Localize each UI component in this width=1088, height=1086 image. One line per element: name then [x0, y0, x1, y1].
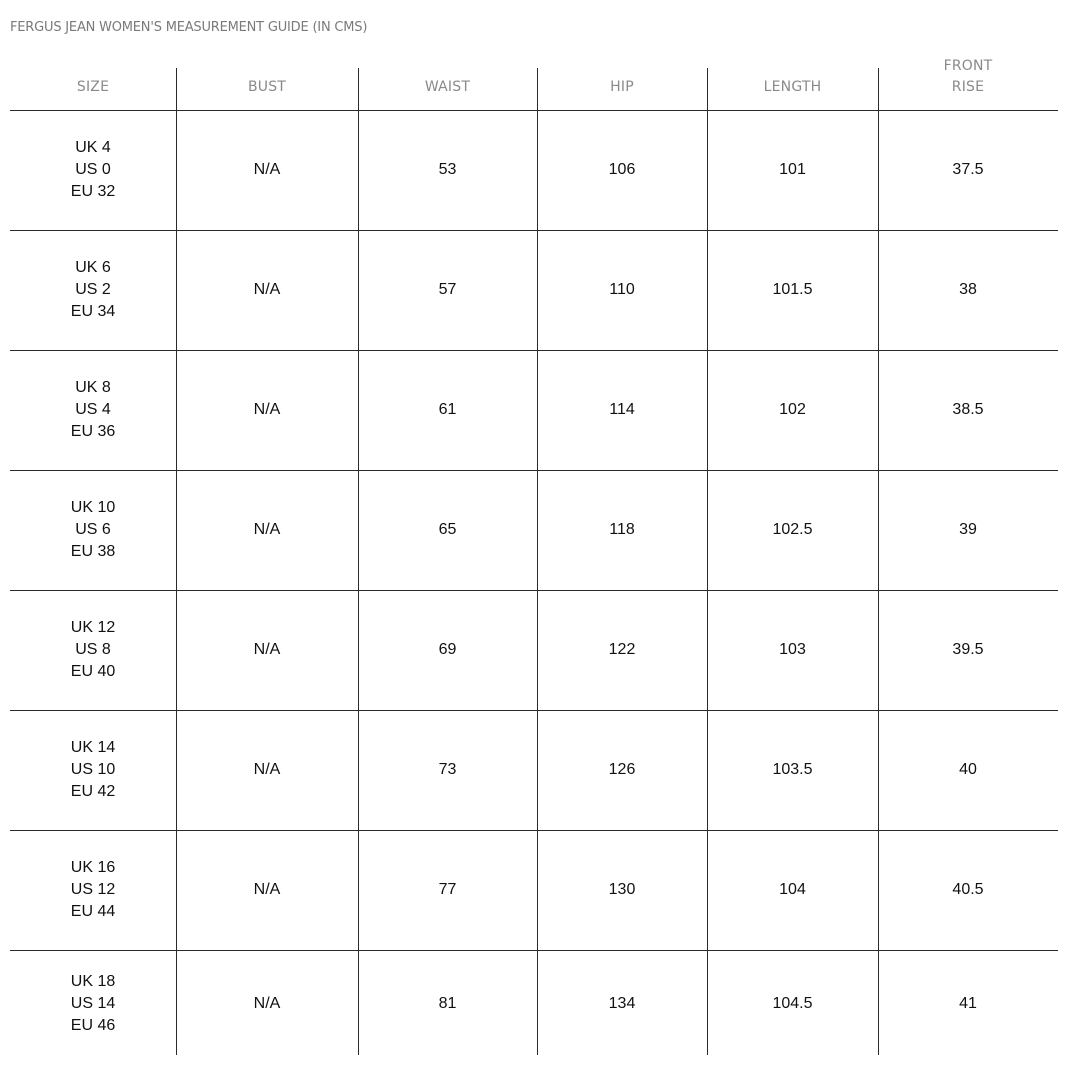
cell-length: 102: [779, 401, 806, 418]
cell-front-rise: 39.5: [952, 641, 984, 658]
cell-size: [10, 950, 176, 1057]
cell-waist: 65: [438, 521, 457, 538]
cell-front-rise: 37.5: [952, 161, 984, 178]
cell-waist: 81: [438, 994, 457, 1012]
cell-hip: 122: [608, 641, 636, 658]
size-label: EU 42: [70, 783, 116, 800]
cell-front-rise: 38.5: [952, 401, 984, 418]
cell-bust: N/A: [253, 641, 281, 658]
column-header-label: BUST: [247, 79, 287, 95]
column-header-waist: [358, 52, 537, 98]
column-header-size: [10, 52, 176, 98]
cell-size: [10, 350, 176, 470]
size-label: EU 38: [70, 543, 116, 560]
cell-front-rise: 40: [959, 761, 977, 778]
cell-length: 103.5: [772, 761, 813, 778]
cell-hip: 114: [609, 401, 635, 418]
cell-size: [10, 470, 176, 590]
cell-waist: 61: [438, 401, 457, 418]
cell-size: [10, 830, 176, 950]
cell-size: [10, 230, 176, 350]
size-label: EU 34: [70, 303, 116, 320]
cell-size: [10, 710, 176, 830]
size-label: EU 32: [70, 183, 116, 200]
cell-length: 104.5: [772, 994, 813, 1012]
cell-bust: N/A: [253, 881, 281, 898]
column-header-label: FRONT: [943, 58, 993, 74]
size-label: EU 36: [70, 423, 116, 440]
measurement-table: [10, 0, 1058, 1086]
cell-length: 102.5: [772, 521, 813, 538]
size-label: US 12: [70, 881, 116, 898]
page-title: FERGUS JEAN WOMEN'S MEASUREMENT GUIDE (IN CMS): [10, 20, 368, 35]
cell-bust: N/A: [253, 401, 281, 418]
cell-hip: 130: [608, 881, 636, 898]
size-label: US 2: [75, 281, 111, 298]
cell-front-rise: 38: [959, 281, 977, 298]
cell-waist: 73: [438, 761, 457, 778]
cell-bust: N/A: [253, 994, 281, 1012]
size-label: US 8: [75, 641, 111, 658]
cell-front-rise: 41: [959, 994, 977, 1012]
cell-hip: 118: [609, 521, 635, 538]
cell-bust: N/A: [253, 761, 281, 778]
column-header-bust: [176, 52, 358, 98]
cell-hip: 106: [608, 161, 636, 178]
size-label: EU 44: [70, 903, 116, 920]
size-label: UK 10: [70, 499, 116, 516]
size-label: UK 12: [70, 619, 116, 636]
size-label: US 0: [75, 161, 111, 178]
cell-bust: N/A: [253, 161, 281, 178]
size-label: US 4: [75, 401, 111, 418]
size-label: EU 46: [70, 1016, 116, 1034]
size-label: US 10: [70, 761, 116, 778]
cell-bust: N/A: [253, 521, 281, 538]
size-label: UK 8: [75, 379, 111, 396]
column-header-front-rise: [878, 52, 1058, 98]
cell-length: 101.5: [772, 281, 813, 298]
column-header-label: LENGTH: [763, 79, 822, 95]
size-label: US 6: [75, 521, 111, 538]
cell-length: 103: [779, 641, 806, 658]
cell-waist: 53: [438, 161, 457, 178]
cell-front-rise: 40.5: [952, 881, 984, 898]
size-label: US 14: [70, 994, 116, 1012]
cell-front-rise: 39: [959, 521, 977, 538]
cell-hip: 110: [609, 281, 635, 298]
column-header-label: WAIST: [424, 79, 471, 95]
size-label: UK 14: [70, 739, 116, 756]
column-header-hip: [537, 52, 707, 98]
size-label: UK 4: [75, 139, 111, 156]
cell-waist: 57: [438, 281, 457, 298]
cell-length: 101: [779, 161, 806, 178]
column-header-label: SIZE: [76, 79, 110, 95]
cell-waist: 69: [438, 641, 457, 658]
size-label: UK 18: [70, 972, 116, 990]
column-header-length: [707, 52, 878, 98]
cell-size: [10, 590, 176, 710]
size-label: UK 16: [70, 859, 116, 876]
cell-hip: 126: [608, 761, 636, 778]
column-header-label: HIP: [610, 79, 634, 95]
size-label: UK 6: [75, 259, 111, 276]
column-header-label: RISE: [951, 79, 985, 95]
cell-bust: N/A: [253, 281, 281, 298]
cell-hip: 134: [608, 994, 636, 1012]
size-label: EU 40: [70, 663, 116, 680]
cell-length: 104: [779, 881, 806, 898]
cell-size: [10, 110, 176, 230]
cell-waist: 77: [438, 881, 457, 898]
